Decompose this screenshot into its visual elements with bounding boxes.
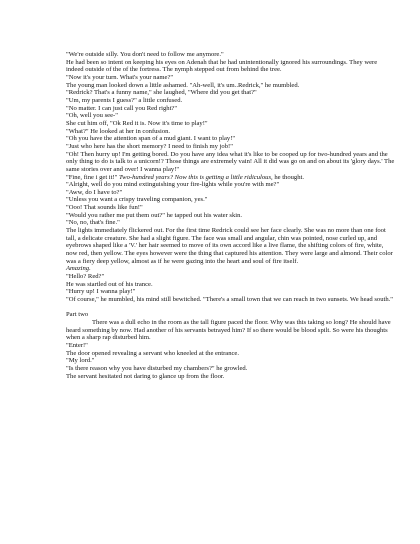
paragraph [66, 365, 396, 373]
paragraph [66, 174, 396, 182]
paragraph-text: "No, no, that's fine." [66, 219, 120, 227]
paragraph-text: The door opened revealing a servant who kneeled at the entrance. [66, 349, 240, 357]
paragraph [66, 296, 396, 304]
paragraph-text: "Oh you have the attention span of a mud giant. I want to play!" [66, 135, 236, 143]
paragraph [66, 273, 396, 281]
paragraph-text: "Alright, well do you mind extinguishing your fire-lights while you're with me?" [66, 181, 280, 189]
paragraph-text: "No matter. I can just call you Red right?" [66, 104, 178, 112]
paragraph [66, 189, 396, 197]
paragraph [66, 151, 396, 174]
section-gap [66, 304, 396, 312]
paragraph [66, 143, 396, 151]
paragraph-text: "We're outside silly. You don't need to follow me anymore." [66, 51, 224, 58]
paragraph [66, 112, 396, 120]
part-two-heading: Part two [66, 311, 89, 319]
paragraph [66, 204, 396, 212]
paragraph-text: "Hello? Red?" [66, 273, 105, 281]
paragraph-text: "Hurry up! I wanna play!" [66, 288, 136, 296]
paragraph-text: The lights immediately flickered out. For the first time Redrick could see her face clearly. She was no more than one foot tall, a delicate creature. She had a slight figure. The face was small and angular, chin was pointed, nose curled up, and eyebrows shaped like a 'V.' her hair seemed to move of its own accord like a live flame, the shifting colors of fire, white, now red, then yellow. The eyes however were the thing that captured his attention. They were large and almond. Their color was a fiery deep yellow, almost as if he were gazing into the heart and soul of fire itself. [66, 227, 393, 265]
paragraph-text: "Enter!" [66, 341, 88, 349]
paragraph [66, 357, 396, 365]
paragraph-italic-thought: Two-hundred years? Now this is getting a little ridiculous, [119, 173, 273, 181]
part-one-body [66, 51, 396, 304]
paragraph [66, 373, 396, 381]
paragraph [66, 97, 396, 105]
paragraph-text: The young man looked down a little ashamed. "Ah-well, it's um..Redrick," he mumbled. [66, 81, 300, 89]
paragraph-text: "Just who here has the short memory? I need to finish my job!" [66, 142, 233, 150]
paragraph-text: She cut him off, "Ok Red it is. Now it's time to play!" [66, 119, 208, 127]
paragraph [66, 288, 396, 296]
paragraph [66, 128, 396, 136]
paragraph-text: "My lord." [66, 357, 95, 365]
paragraph-text: "Redrick? That's a funny name," she laughed, "Where did you get that?" [66, 89, 257, 97]
paragraph-text: "Unless you want a crispy traveling companion, yes." [66, 196, 208, 204]
paragraph-text: Amazing. [66, 265, 91, 273]
paragraph [66, 196, 396, 204]
paragraph [66, 319, 396, 342]
part-two-body [66, 319, 396, 380]
paragraph [66, 82, 396, 90]
paragraph [66, 89, 396, 97]
paragraph [66, 59, 396, 74]
paragraph [66, 120, 396, 128]
paragraph [66, 342, 396, 350]
paragraph [66, 227, 396, 265]
paragraph-text: The servant hesitated not daring to glance up from the floor. [66, 372, 225, 380]
paragraph [66, 212, 396, 220]
paragraph [66, 219, 396, 227]
paragraph [66, 105, 396, 113]
paragraph-text: "What?" He looked at her in confusion. [66, 127, 171, 135]
paragraph-text: "Of course," he mumbled, his mind still bewitched. "There's a small town that we can reach in two sunsets. We head south." [66, 296, 393, 303]
paragraph-text: "Um, my parents I guess?" a little confused. [66, 96, 183, 104]
paragraph-text: "Now it's your turn. What's your name?" [66, 73, 174, 81]
paragraph [66, 265, 396, 273]
paragraph-text: "Ooo! That sounds like fun!" [66, 204, 143, 212]
paragraph-text: "Oh, well you see-" [66, 112, 118, 120]
paragraph-text: "Oh! Then hurry up! I'm getting bored. Do you have any idea what it's like to be cooped up for two-hundred years and the only thing to do is talk to a unicorn!? Those things are extremely vain! All it did was go on and on about its 'glory days.' The same stories over and over! I wanna play!" [66, 150, 395, 173]
paragraph [66, 74, 396, 82]
paragraph-text: He was startled out of his trance. [66, 280, 153, 288]
paragraph [66, 350, 396, 358]
paragraph [66, 281, 396, 289]
paragraph-text-after: he thought. [272, 173, 304, 181]
paragraph-text: "Fine, fine i get it!" [66, 173, 119, 181]
paragraph [66, 51, 396, 59]
paragraph-text: "Would you rather me put them out?" he tapped out his water skin. [66, 211, 243, 219]
paragraph-text: There was a dull echo in the room as the tall figure paced the floor. Why was this taking so long? He should have heard something by now. Had another of his servants betrayed him? If so there would be blood spilt. So were his thoughts when a sharp rap disturbed him. [66, 318, 391, 342]
paragraph [66, 181, 396, 189]
paragraph-text: He had been so intent on keeping his eyes on Adenah that he had unintentionally ignored his surroundings. They were indeed outside of the of the fortress. The nymph stepped out from behind the tree. [66, 58, 378, 74]
paragraph-text: "Is there reason why you have disturbed my chambers?" he growled. [66, 364, 248, 372]
paragraph-text: "Aww, do I have to?" [66, 188, 123, 196]
paragraph [66, 135, 396, 143]
